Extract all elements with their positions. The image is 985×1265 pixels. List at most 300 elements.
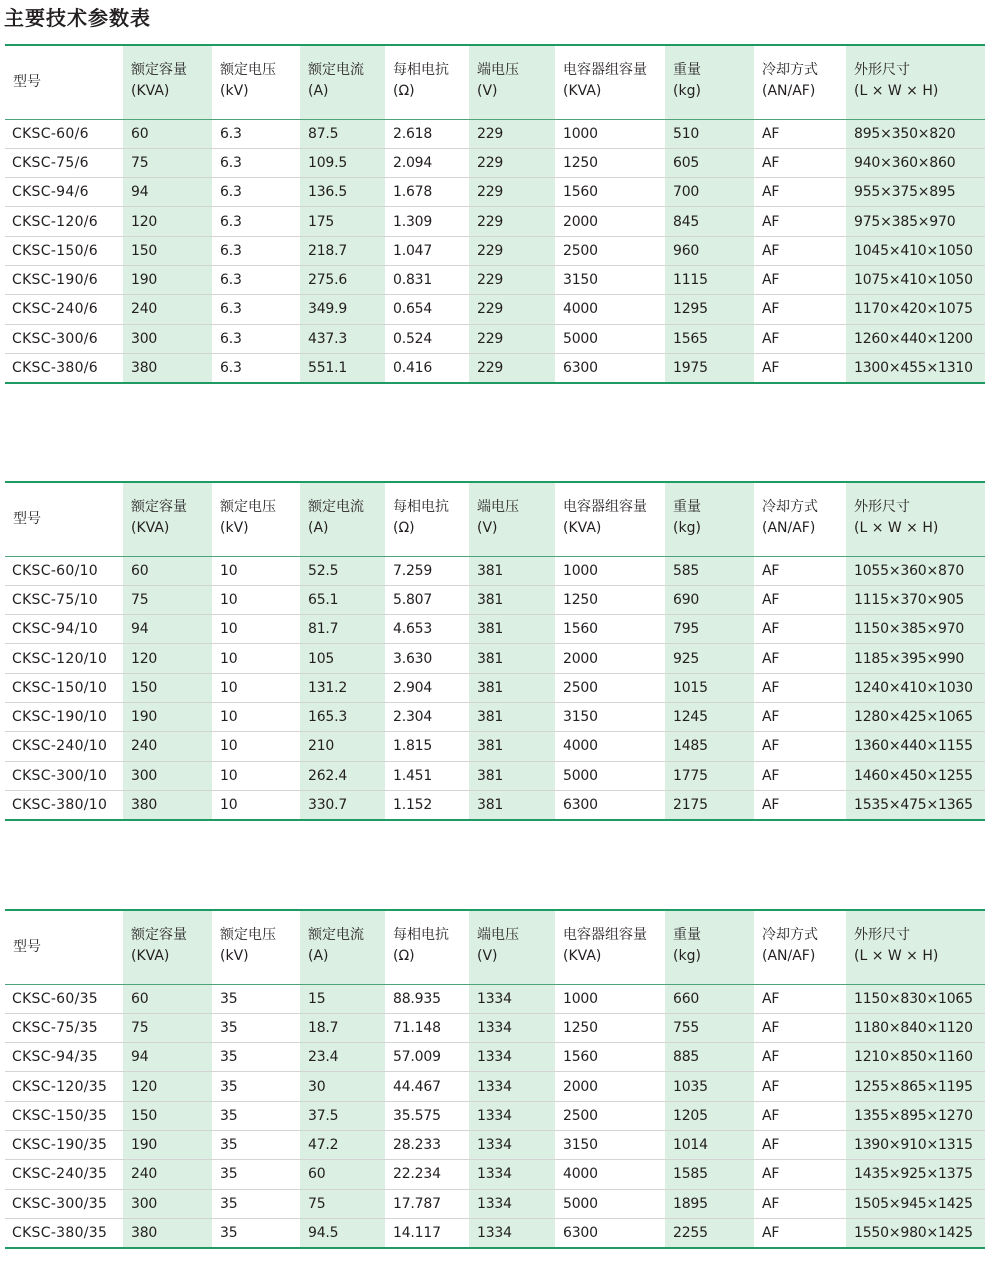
rated-current-cell: 437.3 [300, 324, 385, 353]
weight-cell: 1565 [665, 324, 754, 353]
column-header-unit: (kV) [220, 83, 249, 99]
rated-voltage-cell: 35 [212, 1101, 300, 1130]
rated-voltage-cell: 6.3 [212, 207, 300, 236]
rated-capacity-cell: 150 [123, 236, 212, 265]
table-row [5, 556, 985, 585]
rated-current-cell: 87.5 [300, 119, 385, 148]
rated-current-cell: 165.3 [300, 702, 385, 731]
rated-current-cell: 30 [300, 1072, 385, 1101]
rated-capacity-cell: 300 [123, 324, 212, 353]
column-header-label: 重量 [673, 927, 701, 943]
capacitor-bank-capacity-cell: 2500 [555, 673, 665, 702]
rated-voltage-cell: 35 [212, 984, 300, 1013]
rated-voltage-cell: 10 [212, 644, 300, 673]
reactance-per-phase-cell: 4.653 [385, 615, 469, 644]
reactance-per-phase-cell: 0.654 [385, 295, 469, 324]
column-header-rated-current [300, 482, 385, 556]
column-header-model [5, 45, 123, 119]
rated-current-cell: 330.7 [300, 790, 385, 819]
table-row [5, 1160, 985, 1189]
rated-capacity-cell: 94 [123, 615, 212, 644]
column-header-label: 电容器组容量 [563, 62, 647, 78]
column-header-terminal-voltage [469, 45, 555, 119]
column-header-label: 端电压 [477, 499, 519, 515]
cooling-method-cell: AF [754, 615, 846, 644]
column-header-label: 额定电压 [220, 927, 276, 943]
table-row [5, 1072, 985, 1101]
reactance-per-phase-cell: 3.630 [385, 644, 469, 673]
column-header-unit: (kV) [220, 948, 249, 964]
rated-current-cell: 109.5 [300, 148, 385, 177]
rated-voltage-cell: 35 [212, 1130, 300, 1159]
cooling-method-cell: AF [754, 178, 846, 207]
rated-voltage-cell: 6.3 [212, 178, 300, 207]
rated-voltage-cell: 6.3 [212, 236, 300, 265]
model-cell: CKSC-60/10 [5, 556, 123, 585]
rated-current-cell: 175 [300, 207, 385, 236]
reactance-per-phase-cell: 44.467 [385, 1072, 469, 1101]
column-header-unit: (AN/AF) [762, 948, 816, 964]
table-row [5, 673, 985, 702]
reactance-per-phase-cell: 0.416 [385, 353, 469, 382]
weight-cell: 1585 [665, 1160, 754, 1189]
rated-current-cell: 60 [300, 1160, 385, 1189]
rated-capacity-cell: 75 [123, 148, 212, 177]
table-row [5, 585, 985, 614]
column-header-weight [665, 482, 754, 556]
cooling-method-cell: AF [754, 148, 846, 177]
rated-capacity-cell: 190 [123, 1130, 212, 1159]
terminal-voltage-cell: 381 [469, 615, 555, 644]
model-cell: CKSC-120/35 [5, 1072, 123, 1101]
terminal-voltage-cell: 229 [469, 353, 555, 382]
reactance-per-phase-cell: 2.094 [385, 148, 469, 177]
terminal-voltage-cell: 1334 [469, 1013, 555, 1042]
reactance-per-phase-cell: 2.304 [385, 702, 469, 731]
column-header-unit: (A) [308, 83, 329, 99]
model-cell: CKSC-190/10 [5, 702, 123, 731]
column-header-label: 重量 [673, 62, 701, 78]
dimensions-cell: 1550×980×1425 [846, 1218, 985, 1247]
table-row [5, 644, 985, 673]
column-header-label: 型号 [13, 938, 41, 955]
column-header-unit: (Ω) [393, 83, 415, 99]
dimensions-cell: 1055×360×870 [846, 556, 985, 585]
column-header-unit: (KVA) [131, 948, 170, 964]
rated-voltage-cell: 6.3 [212, 324, 300, 353]
terminal-voltage-cell: 229 [469, 119, 555, 148]
weight-cell: 605 [665, 148, 754, 177]
column-header-dimensions [846, 45, 985, 119]
column-header-unit: (A) [308, 948, 329, 964]
reactance-per-phase-cell: 2.618 [385, 119, 469, 148]
dimensions-cell: 1180×840×1120 [846, 1013, 985, 1042]
cooling-method-cell: AF [754, 1160, 846, 1189]
cooling-method-cell: AF [754, 1072, 846, 1101]
column-header-reactance-per-phase [385, 45, 469, 119]
column-header-unit: (V) [477, 83, 498, 99]
cooling-method-cell: AF [754, 353, 846, 382]
column-header-model [5, 482, 123, 556]
spec-table-10kv [5, 481, 985, 821]
model-cell: CKSC-75/10 [5, 585, 123, 614]
rated-capacity-cell: 240 [123, 295, 212, 324]
dimensions-cell: 1460×450×1255 [846, 761, 985, 790]
column-header-dimensions [846, 910, 985, 984]
dimensions-cell: 1150×830×1065 [846, 984, 985, 1013]
rated-voltage-cell: 35 [212, 1043, 300, 1072]
capacitor-bank-capacity-cell: 6300 [555, 353, 665, 382]
column-header-label: 电容器组容量 [563, 927, 647, 943]
cooling-method-cell: AF [754, 761, 846, 790]
model-cell: CKSC-190/6 [5, 265, 123, 294]
column-header-rated-voltage [212, 910, 300, 984]
rated-current-cell: 551.1 [300, 353, 385, 382]
dimensions-cell: 1210×850×1160 [846, 1043, 985, 1072]
rated-capacity-cell: 240 [123, 732, 212, 761]
rated-voltage-cell: 35 [212, 1160, 300, 1189]
column-header-unit: (AN/AF) [762, 83, 816, 99]
table-row [5, 1130, 985, 1159]
column-header-unit: (KVA) [563, 83, 602, 99]
table-row [5, 265, 985, 294]
table-row [5, 790, 985, 819]
dimensions-cell: 1390×910×1315 [846, 1130, 985, 1159]
column-header-unit: (V) [477, 520, 498, 536]
terminal-voltage-cell: 1334 [469, 1101, 555, 1130]
weight-cell: 690 [665, 585, 754, 614]
table-row [5, 984, 985, 1013]
capacitor-bank-capacity-cell: 1250 [555, 148, 665, 177]
column-header-terminal-voltage [469, 482, 555, 556]
dimensions-cell: 955×375×895 [846, 178, 985, 207]
capacitor-bank-capacity-cell: 5000 [555, 761, 665, 790]
rated-capacity-cell: 380 [123, 353, 212, 382]
header-row [5, 45, 985, 119]
column-header-label: 冷却方式 [762, 499, 818, 515]
rated-current-cell: 75 [300, 1189, 385, 1218]
weight-cell: 1295 [665, 295, 754, 324]
column-header-label: 外形尺寸 [854, 927, 910, 943]
weight-cell: 925 [665, 644, 754, 673]
cooling-method-cell: AF [754, 644, 846, 673]
terminal-voltage-cell: 229 [469, 207, 555, 236]
terminal-voltage-cell: 1334 [469, 1043, 555, 1072]
rated-voltage-cell: 35 [212, 1013, 300, 1042]
column-header-unit: (kV) [220, 520, 249, 536]
capacitor-bank-capacity-cell: 1560 [555, 1043, 665, 1072]
cooling-method-cell: AF [754, 1189, 846, 1218]
capacitor-bank-capacity-cell: 1560 [555, 615, 665, 644]
weight-cell: 660 [665, 984, 754, 1013]
rated-capacity-cell: 190 [123, 702, 212, 731]
rated-capacity-cell: 94 [123, 178, 212, 207]
rated-voltage-cell: 10 [212, 615, 300, 644]
table-row [5, 615, 985, 644]
column-header-label: 每相电抗 [393, 927, 449, 943]
model-cell: CKSC-240/35 [5, 1160, 123, 1189]
cooling-method-cell: AF [754, 207, 846, 236]
table-row [5, 148, 985, 177]
reactance-per-phase-cell: 14.117 [385, 1218, 469, 1247]
column-header-rated-capacity [123, 910, 212, 984]
dimensions-cell: 1170×420×1075 [846, 295, 985, 324]
terminal-voltage-cell: 1334 [469, 1072, 555, 1101]
rated-capacity-cell: 60 [123, 119, 212, 148]
cooling-method-cell: AF [754, 1130, 846, 1159]
column-header-label: 额定电流 [308, 499, 364, 515]
rated-current-cell: 52.5 [300, 556, 385, 585]
reactance-per-phase-cell: 1.309 [385, 207, 469, 236]
terminal-voltage-cell: 229 [469, 148, 555, 177]
rated-capacity-cell: 150 [123, 1101, 212, 1130]
rated-current-cell: 23.4 [300, 1043, 385, 1072]
weight-cell: 2255 [665, 1218, 754, 1247]
reactance-per-phase-cell: 1.152 [385, 790, 469, 819]
reactance-per-phase-cell: 7.259 [385, 556, 469, 585]
reactance-per-phase-cell: 1.678 [385, 178, 469, 207]
dimensions-cell: 895×350×820 [846, 119, 985, 148]
terminal-voltage-cell: 229 [469, 178, 555, 207]
rated-capacity-cell: 240 [123, 1160, 212, 1189]
cooling-method-cell: AF [754, 702, 846, 731]
model-cell: CKSC-300/35 [5, 1189, 123, 1218]
spec-table-35kv [5, 909, 985, 1249]
rated-capacity-cell: 94 [123, 1043, 212, 1072]
capacitor-bank-capacity-cell: 4000 [555, 295, 665, 324]
column-header-label: 额定电压 [220, 62, 276, 78]
column-header-unit: (A) [308, 520, 329, 536]
column-header-label: 型号 [13, 510, 41, 527]
rated-capacity-cell: 380 [123, 790, 212, 819]
column-header-weight [665, 910, 754, 984]
cooling-method-cell: AF [754, 324, 846, 353]
capacitor-bank-capacity-cell: 1000 [555, 556, 665, 585]
column-header-reactance-per-phase [385, 910, 469, 984]
capacitor-bank-capacity-cell: 6300 [555, 1218, 665, 1247]
rated-capacity-cell: 60 [123, 556, 212, 585]
model-cell: CKSC-60/6 [5, 119, 123, 148]
weight-cell: 755 [665, 1013, 754, 1042]
rated-capacity-cell: 120 [123, 644, 212, 673]
terminal-voltage-cell: 381 [469, 556, 555, 585]
model-cell: CKSC-380/6 [5, 353, 123, 382]
column-header-label: 重量 [673, 499, 701, 515]
table-row [5, 119, 985, 148]
capacitor-bank-capacity-cell: 5000 [555, 1189, 665, 1218]
terminal-voltage-cell: 229 [469, 265, 555, 294]
weight-cell: 585 [665, 556, 754, 585]
cooling-method-cell: AF [754, 1013, 846, 1042]
weight-cell: 1035 [665, 1072, 754, 1101]
capacitor-bank-capacity-cell: 1250 [555, 585, 665, 614]
table-row [5, 236, 985, 265]
table-row [5, 732, 985, 761]
table-row [5, 1043, 985, 1072]
dimensions-cell: 1185×395×990 [846, 644, 985, 673]
dimensions-cell: 1505×945×1425 [846, 1189, 985, 1218]
weight-cell: 960 [665, 236, 754, 265]
column-header-unit: (L × W × H) [854, 948, 939, 964]
header-row [5, 482, 985, 556]
capacitor-bank-capacity-cell: 1000 [555, 119, 665, 148]
model-cell: CKSC-120/6 [5, 207, 123, 236]
column-header-unit: (AN/AF) [762, 520, 816, 536]
dimensions-cell: 975×385×970 [846, 207, 985, 236]
rated-voltage-cell: 10 [212, 732, 300, 761]
rated-current-cell: 131.2 [300, 673, 385, 702]
cooling-method-cell: AF [754, 1043, 846, 1072]
rated-voltage-cell: 35 [212, 1072, 300, 1101]
reactance-per-phase-cell: 71.148 [385, 1013, 469, 1042]
column-header-label: 额定电流 [308, 927, 364, 943]
rated-capacity-cell: 380 [123, 1218, 212, 1247]
rated-voltage-cell: 35 [212, 1218, 300, 1247]
capacitor-bank-capacity-cell: 1250 [555, 1013, 665, 1042]
terminal-voltage-cell: 229 [469, 236, 555, 265]
rated-voltage-cell: 35 [212, 1189, 300, 1218]
capacitor-bank-capacity-cell: 3150 [555, 1130, 665, 1159]
dimensions-cell: 1075×410×1050 [846, 265, 985, 294]
model-cell: CKSC-150/10 [5, 673, 123, 702]
column-header-label: 额定容量 [131, 927, 187, 943]
column-header-label: 外形尺寸 [854, 499, 910, 515]
weight-cell: 510 [665, 119, 754, 148]
rated-current-cell: 15 [300, 984, 385, 1013]
weight-cell: 2175 [665, 790, 754, 819]
cooling-method-cell: AF [754, 732, 846, 761]
model-cell: CKSC-120/10 [5, 644, 123, 673]
rated-current-cell: 37.5 [300, 1101, 385, 1130]
column-header-unit: (KVA) [131, 83, 170, 99]
model-cell: CKSC-240/10 [5, 732, 123, 761]
column-header-unit: (L × W × H) [854, 520, 939, 536]
rated-capacity-cell: 120 [123, 1072, 212, 1101]
dimensions-cell: 940×360×860 [846, 148, 985, 177]
column-header-unit: (KVA) [131, 520, 170, 536]
column-header-label: 型号 [13, 73, 41, 90]
capacitor-bank-capacity-cell: 6300 [555, 790, 665, 819]
cooling-method-cell: AF [754, 119, 846, 148]
rated-capacity-cell: 75 [123, 585, 212, 614]
rated-voltage-cell: 10 [212, 585, 300, 614]
rated-capacity-cell: 300 [123, 1189, 212, 1218]
weight-cell: 1205 [665, 1101, 754, 1130]
weight-cell: 845 [665, 207, 754, 236]
terminal-voltage-cell: 1334 [469, 984, 555, 1013]
table-row [5, 761, 985, 790]
dimensions-cell: 1435×925×1375 [846, 1160, 985, 1189]
rated-voltage-cell: 6.3 [212, 265, 300, 294]
column-header-rated-capacity [123, 482, 212, 556]
capacitor-bank-capacity-cell: 1560 [555, 178, 665, 207]
rated-current-cell: 81.7 [300, 615, 385, 644]
page-title: 主要技术参数表 [4, 6, 151, 30]
weight-cell: 700 [665, 178, 754, 207]
weight-cell: 1014 [665, 1130, 754, 1159]
rated-current-cell: 65.1 [300, 585, 385, 614]
column-header-capacitor-bank-capacity [555, 45, 665, 119]
capacitor-bank-capacity-cell: 2500 [555, 236, 665, 265]
terminal-voltage-cell: 381 [469, 761, 555, 790]
terminal-voltage-cell: 381 [469, 790, 555, 819]
rated-current-cell: 262.4 [300, 761, 385, 790]
dimensions-cell: 1150×385×970 [846, 615, 985, 644]
spec-table-6kv [5, 44, 985, 384]
terminal-voltage-cell: 381 [469, 702, 555, 731]
column-header-label: 外形尺寸 [854, 62, 910, 78]
column-header-reactance-per-phase [385, 482, 469, 556]
column-header-capacitor-bank-capacity [555, 482, 665, 556]
column-header-rated-voltage [212, 482, 300, 556]
dimensions-cell: 1240×410×1030 [846, 673, 985, 702]
rated-current-cell: 210 [300, 732, 385, 761]
model-cell: CKSC-380/35 [5, 1218, 123, 1247]
terminal-voltage-cell: 1334 [469, 1218, 555, 1247]
rated-capacity-cell: 120 [123, 207, 212, 236]
model-cell: CKSC-75/35 [5, 1013, 123, 1042]
terminal-voltage-cell: 381 [469, 732, 555, 761]
column-header-label: 额定电压 [220, 499, 276, 515]
terminal-voltage-cell: 1334 [469, 1130, 555, 1159]
rated-current-cell: 94.5 [300, 1218, 385, 1247]
column-header-unit: (kg) [673, 83, 701, 99]
dimensions-cell: 1045×410×1050 [846, 236, 985, 265]
table-row [5, 295, 985, 324]
capacitor-bank-capacity-cell: 4000 [555, 732, 665, 761]
terminal-voltage-cell: 1334 [469, 1160, 555, 1189]
terminal-voltage-cell: 381 [469, 673, 555, 702]
capacitor-bank-capacity-cell: 2000 [555, 644, 665, 673]
cooling-method-cell: AF [754, 790, 846, 819]
rated-current-cell: 18.7 [300, 1013, 385, 1042]
reactance-per-phase-cell: 2.904 [385, 673, 469, 702]
column-header-unit: (V) [477, 948, 498, 964]
column-header-rated-current [300, 910, 385, 984]
dimensions-cell: 1535×475×1365 [846, 790, 985, 819]
terminal-voltage-cell: 1334 [469, 1189, 555, 1218]
column-header-label: 每相电抗 [393, 62, 449, 78]
model-cell: CKSC-300/6 [5, 324, 123, 353]
rated-capacity-cell: 75 [123, 1013, 212, 1042]
capacitor-bank-capacity-cell: 3150 [555, 702, 665, 731]
table-row [5, 1013, 985, 1042]
column-header-label: 电容器组容量 [563, 499, 647, 515]
rated-current-cell: 218.7 [300, 236, 385, 265]
dimensions-cell: 1255×865×1195 [846, 1072, 985, 1101]
model-cell: CKSC-150/35 [5, 1101, 123, 1130]
rated-current-cell: 349.9 [300, 295, 385, 324]
column-header-unit: (KVA) [563, 520, 602, 536]
column-header-unit: (Ω) [393, 948, 415, 964]
model-cell: CKSC-300/10 [5, 761, 123, 790]
column-header-label: 额定容量 [131, 499, 187, 515]
column-header-cooling-method [754, 482, 846, 556]
column-header-capacitor-bank-capacity [555, 910, 665, 984]
column-header-label: 每相电抗 [393, 499, 449, 515]
model-cell: CKSC-60/35 [5, 984, 123, 1013]
column-header-terminal-voltage [469, 910, 555, 984]
cooling-method-cell: AF [754, 265, 846, 294]
column-header-cooling-method [754, 45, 846, 119]
cooling-method-cell: AF [754, 236, 846, 265]
column-header-unit: (L × W × H) [854, 83, 939, 99]
terminal-voltage-cell: 229 [469, 324, 555, 353]
cooling-method-cell: AF [754, 556, 846, 585]
rated-voltage-cell: 6.3 [212, 148, 300, 177]
rated-voltage-cell: 10 [212, 556, 300, 585]
weight-cell: 1775 [665, 761, 754, 790]
